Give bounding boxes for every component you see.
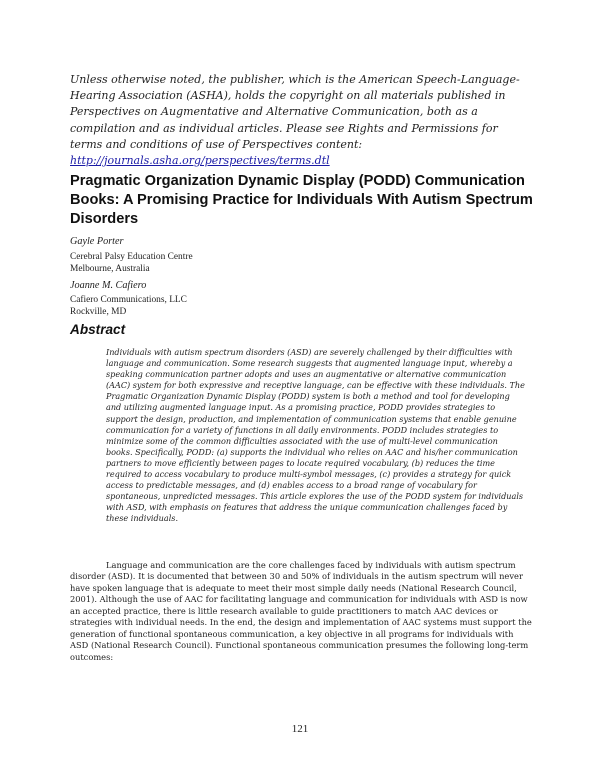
author-name-1: Gayle Porter bbox=[70, 236, 124, 247]
copyright-notice-text: Unless otherwise noted, the publisher, which is the American Speech-Language-Hearing Association (ASHA), holds the copyright on all materials published in Perspectives on Augmentative and Alternative Communication, both as a compilation and as individual articles. Please see Rights and Permissions for terms and conditions of use of Perspectives content: bbox=[70, 73, 520, 151]
affiliation-1-line-2: Melbourne, Australia bbox=[70, 264, 150, 274]
affiliation-2-line-2: Rockville, MD bbox=[70, 307, 127, 317]
abstract-text: Individuals with autism spectrum disorders (ASD) are severely challenged by their difficulties with language and communication. Some research suggests that augmented language input, whereby a speaking communication partner adopts and uses an augmentative or alternative communication (AAC) system for both expressive and receptive language, can be effective with these individuals. The Pragmatic Organization Dynamic Display (PODD) system is both a method and tool for developing and utilizing augmented language input. As a promising practice, PODD provides strategies to support the design, production, and implementation of communication systems that enable genuine communication for a variety of functions in all daily environments. PODD includes strategies to minimize some of the common difficulties associated with the use of multi-level communication books. Specifically, PODD: (a) supports the individual who relies on AAC and his/her communication partners to move efficiently between pages to locate required vocabulary, (b) reduces the time required to access vocabulary to produce multi-symbol messages, (c) provides a strategy for quick access to predictable messages, and (d) enables access to a broad range of vocabulary for spontaneous, unpredicted messages. This article explores the use of the PODD system for individuals with ASD, with emphasis on features that address the unique communication challenges faced by these individuals. bbox=[106, 347, 525, 524]
author-name-2: Joanne M. Cafiero bbox=[70, 280, 147, 291]
affiliation-1-line-1: Cerebral Palsy Education Centre bbox=[70, 252, 193, 262]
article-title: Pragmatic Organization Dynamic Display (PODD) Communication Books: A Promising Practice for Individuals With Autism Spectrum Disorders bbox=[70, 173, 533, 227]
copyright-notice bbox=[70, 72, 532, 169]
affiliation-2-line-1: Cafiero Communications, LLC bbox=[70, 295, 187, 305]
page-number: 121 bbox=[291, 723, 309, 735]
author-affiliation-1 bbox=[70, 251, 193, 275]
terms-link[interactable]: http://journals.asha.org/perspectives/terms.dtl bbox=[70, 154, 330, 168]
body-paragraph: Language and communication are the core challenges faced by individuals with autism spectrum disorder (ASD). It is documented that between 30 and 50% of individuals in the autism spectrum will never have spoken language that is adequate to meet their most simple daily needs (National Research Council, 2001). Although the use of AAC for facilitating language and communication for individuals with ASD is now an accepted practice, there is little research available to guide practitioners to match AAC devices or strategies with individual needs. In the end, the design and implementation of AAC systems must support the generation of functional spontaneous communication, a key objective in all programs for individuals with ASD (National Research Council). Functional spontaneous communication presumes the following long-term outcomes: bbox=[70, 560, 532, 662]
abstract-heading: Abstract bbox=[70, 322, 126, 337]
author-affiliation-2 bbox=[70, 294, 187, 318]
